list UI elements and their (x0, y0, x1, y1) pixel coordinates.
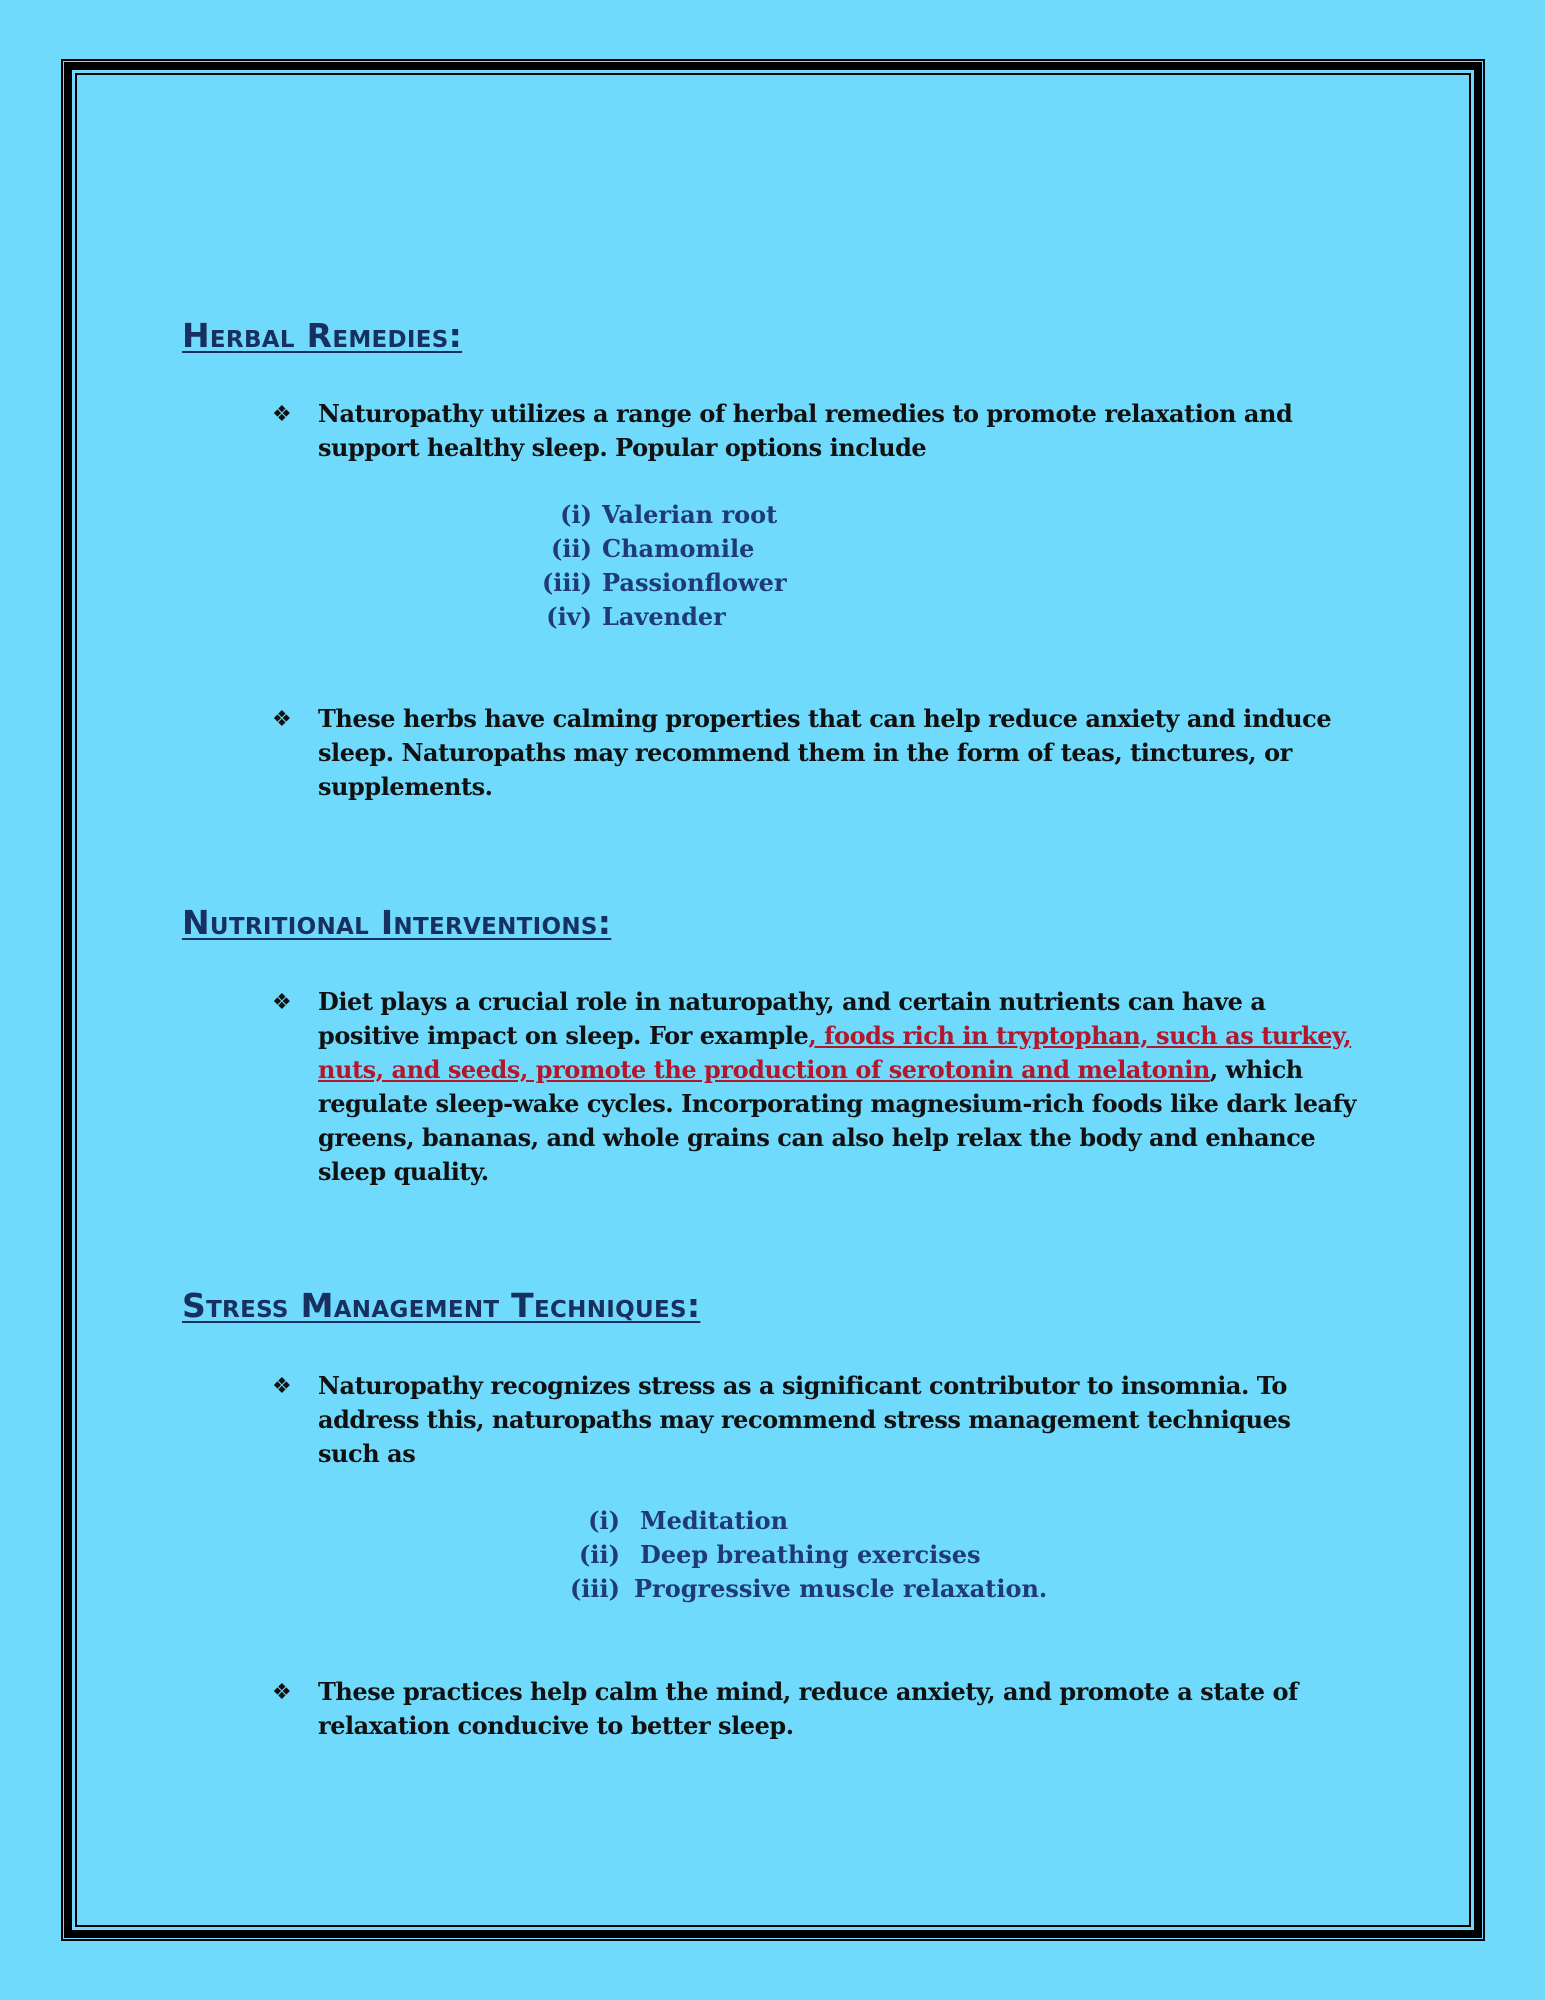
list-item (540, 498, 787, 532)
heading-herbal-remedies: Herbal Remedies: (182, 316, 463, 355)
bullet-icon: ❖ (272, 402, 292, 427)
list-item-number: (iv) (546, 602, 592, 631)
text-line: These practices help calm the mind, reduce anxiety, and promote a state of (318, 1677, 1298, 1706)
list-item-text: Lavender (602, 602, 726, 631)
text-line: supplements. (318, 772, 493, 801)
list-item-text: Chamomile (602, 534, 755, 563)
bullet-icon: ❖ (272, 1374, 292, 1399)
herbal-options-list (540, 498, 787, 634)
text-line: address this, naturopaths may recommend stress management techniques (318, 1405, 1291, 1434)
list-item-text: Meditation (640, 1506, 789, 1535)
list-item-text: Deep breathing exercises (640, 1540, 981, 1569)
list-item-number: (i) (560, 500, 592, 529)
list-item-text: Passionflower (602, 568, 787, 597)
text-line: Naturopathy recognizes stress as a significant contributor to insomnia. To (318, 1371, 1287, 1400)
heading-nutritional-interventions: Nutritional Interventions: (182, 903, 612, 942)
text-line: Naturopathy utilizes a range of herbal remedies to promote relaxation and (318, 399, 1293, 428)
stress-intro-paragraph (318, 1369, 1290, 1471)
list-item (568, 1538, 1047, 1572)
stress-techniques-list (568, 1504, 1047, 1606)
text-line: such as (318, 1439, 416, 1468)
list-item (568, 1504, 1047, 1538)
list-item-number: (ii) (551, 534, 592, 563)
text-line: positive impact on sleep. For example (318, 1021, 809, 1050)
text-line: Diet plays a crucial role in naturopathy, and certain nutrients can have a (318, 987, 1266, 1016)
list-item-number: (i) (588, 1506, 620, 1535)
list-item-text: Progressive muscle relaxation. (634, 1574, 1048, 1603)
list-item-number: (iii) (541, 568, 592, 597)
text-line: regulate sleep-wake cycles. Incorporating magnesium-rich foods like dark leafy (318, 1089, 1356, 1118)
herbal-outro-paragraph (318, 702, 1331, 804)
list-item-number: (ii) (579, 1540, 620, 1569)
text-line: sleep quality. (318, 1157, 489, 1186)
herbal-intro-paragraph (318, 397, 1292, 465)
list-item (540, 600, 787, 634)
text-line: , which (1209, 1055, 1303, 1084)
highlighted-text: , foods rich in tryptophan, such as turkey, (808, 1021, 1352, 1050)
highlighted-text: nuts, and seeds, promote the production of serotonin and melatonin (318, 1055, 1210, 1084)
heading-stress-management: Stress Management Techniques: (182, 1286, 701, 1325)
text-line: support healthy sleep. Popular options include (318, 433, 927, 462)
bullet-icon: ❖ (272, 707, 292, 732)
bullet-icon: ❖ (272, 1680, 292, 1705)
text-line: sleep. Naturopaths may recommend them in the form of teas, tinctures, or (318, 738, 1292, 767)
text-line: relaxation conducive to better sleep. (318, 1711, 794, 1740)
bullet-icon: ❖ (272, 990, 292, 1015)
nutrition-paragraph (318, 985, 1356, 1189)
list-item-text: Valerian root (602, 500, 778, 529)
list-item-number: (iii) (569, 1574, 620, 1603)
text-line: These herbs have calming properties that can help reduce anxiety and induce (318, 704, 1332, 733)
list-item (540, 566, 787, 600)
list-item (540, 532, 787, 566)
text-line: greens, bananas, and whole grains can also help relax the body and enhance (318, 1123, 1316, 1152)
stress-outro-paragraph (318, 1675, 1298, 1743)
list-item (568, 1572, 1047, 1606)
